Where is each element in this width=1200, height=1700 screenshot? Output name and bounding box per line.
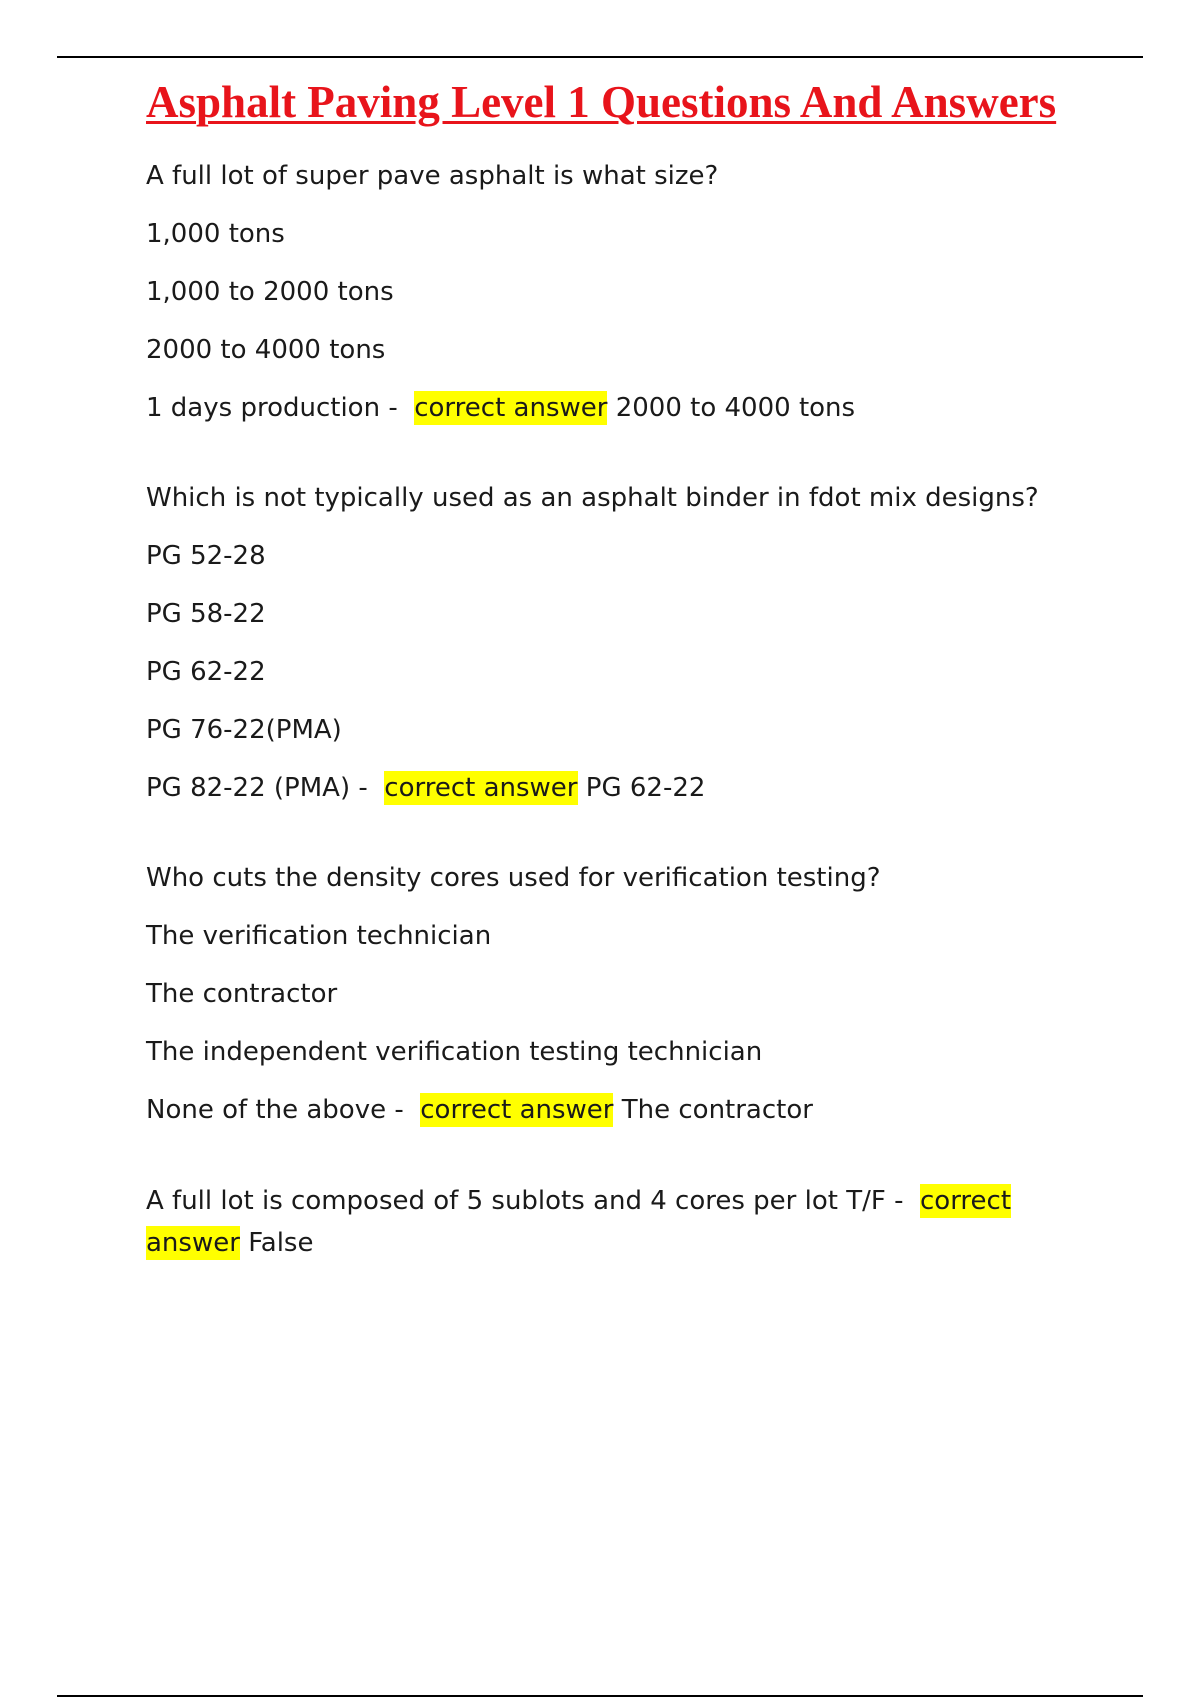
option: None of the above - — [146, 1095, 404, 1125]
option: The independent verification testing technician — [146, 1037, 763, 1067]
answer-text: PG 62-22 — [585, 773, 706, 803]
option: PG 82-22 (PMA) - — [146, 773, 368, 803]
qa-block-4 — [146, 1180, 1076, 1264]
option: PG 52-28 — [146, 541, 266, 571]
option: PG 58-22 — [146, 599, 266, 629]
answer-text: False — [248, 1228, 314, 1258]
document-title: Asphalt Paving Level 1 Questions And Answers — [146, 77, 1057, 127]
answer-text: The contractor — [621, 1095, 813, 1125]
question-text: A full lot of super pave asphalt is what size? — [146, 161, 719, 191]
option: PG 62-22 — [146, 657, 266, 687]
answer-marker-highlight: correct answer — [414, 393, 608, 423]
question-with-answer — [146, 1180, 1076, 1264]
option: 2000 to 4000 tons — [146, 335, 386, 365]
qa-block-2 — [146, 482, 1076, 804]
answer-marker-highlight: correct answer — [146, 1186, 1012, 1258]
option: 1,000 tons — [146, 219, 285, 249]
option-with-answer — [146, 772, 1076, 804]
option: The verification technician — [146, 921, 492, 951]
option: 1 days production - — [146, 393, 398, 423]
bottom-rule — [57, 1695, 1143, 1697]
option: The contractor — [146, 979, 338, 1009]
question-text: Who cuts the density cores used for verification testing? — [146, 863, 881, 893]
answer-marker-highlight: correct answer — [384, 773, 578, 803]
question-text: Which is not typically used as an asphalt binder in fdot mix designs? — [146, 483, 1039, 513]
answer-marker-highlight: correct answer — [420, 1095, 614, 1125]
document-body — [146, 74, 1076, 1322]
option: PG 76-22(PMA) — [146, 715, 342, 745]
answer-text: 2000 to 4000 tons — [615, 393, 856, 423]
question-text: A full lot is composed of 5 sublots and 4 cores per lot T/F - — [146, 1186, 904, 1216]
qa-block-1 — [146, 160, 1076, 424]
top-rule — [57, 56, 1143, 58]
option: 1,000 to 2000 tons — [146, 277, 394, 307]
qa-block-3 — [146, 862, 1076, 1126]
option-with-answer — [146, 1094, 1076, 1126]
option-with-answer — [146, 392, 1076, 424]
